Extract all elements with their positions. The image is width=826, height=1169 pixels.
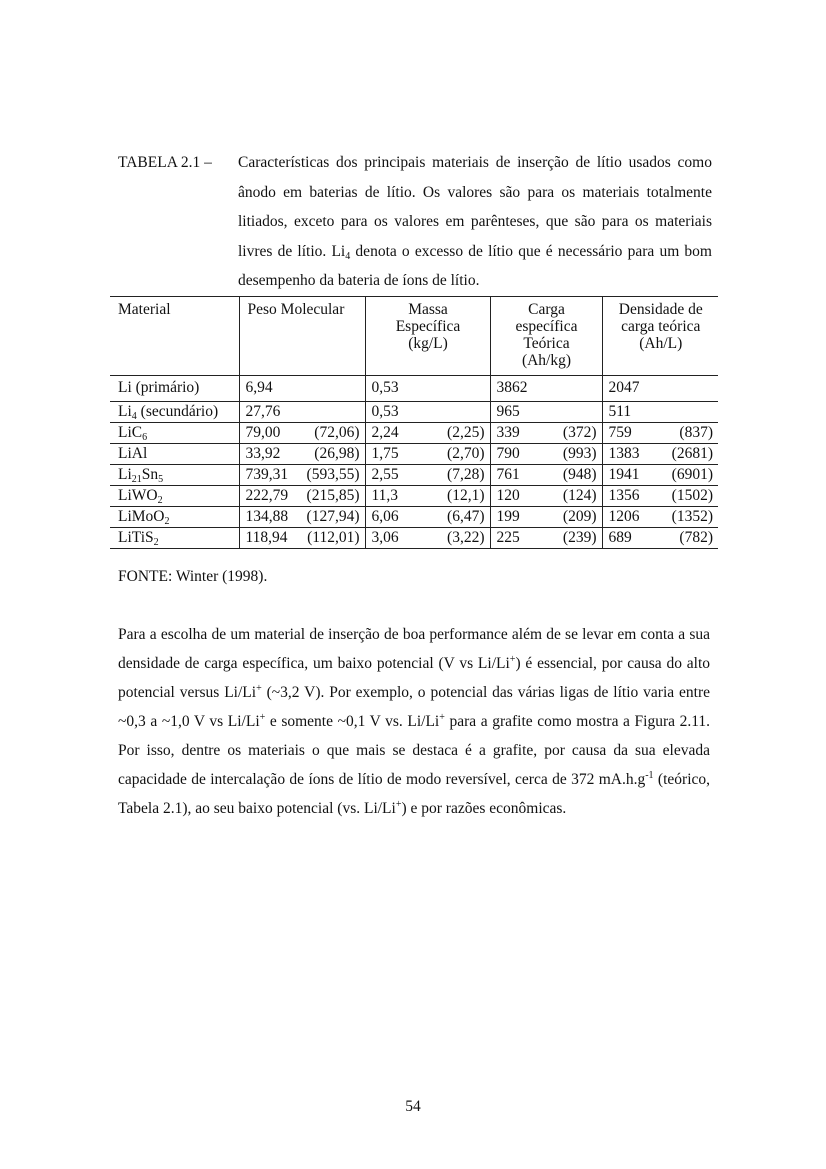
cell-specific-charge bbox=[490, 465, 602, 486]
value-lithiated: 6,94 bbox=[245, 379, 273, 396]
value-lithium-free: (993) bbox=[562, 445, 597, 462]
cell-specific-charge bbox=[490, 486, 602, 507]
cell-density bbox=[365, 444, 490, 465]
col-header-specific-charge: Carga específica Teórica (Ah/kg) bbox=[490, 297, 602, 376]
cell-specific-charge bbox=[490, 423, 602, 444]
value-lithiated: 2,24 bbox=[371, 424, 399, 441]
table-body bbox=[110, 376, 718, 549]
cell-molecular-weight bbox=[239, 376, 365, 402]
cell-molecular-weight bbox=[239, 486, 365, 507]
table-row bbox=[110, 376, 718, 402]
value-lithiated: 689 bbox=[608, 529, 632, 546]
value-lithiated: 11,3 bbox=[371, 487, 399, 504]
value-lithium-free: (127,94) bbox=[306, 508, 360, 525]
value-lithium-free: (372) bbox=[562, 424, 597, 441]
value-lithiated: 6,06 bbox=[371, 508, 399, 525]
value-lithiated: 761 bbox=[496, 466, 520, 483]
table-header-row bbox=[110, 297, 718, 376]
value-lithium-free: (7,28) bbox=[447, 466, 485, 483]
cell-molecular-weight bbox=[239, 465, 365, 486]
value-lithium-free: (72,06) bbox=[314, 424, 360, 441]
cell-molecular-weight bbox=[239, 507, 365, 528]
caption-label: TABELA 2.1 – bbox=[118, 154, 212, 171]
body-paragraph: Para a escolha de um material de inserção de boa performance além de se levar em conta a sua densidade de carga específica, um baixo potencial (V vs Li/Li+) é essencial, por causa do alto potencial versus Li/Li+ (~3,2 V). Por exemplo, o potencial das várias ligas de lítio varia entre ~0,3 a ~1,0 V vs Li/Li+ e somente ~0,1 V vs. Li/Li+ para a grafite como mostra a Figura 2.11. Por isso, dentre os materiais o que mais se destaca é a grafite, por causa da sua elevada capacidade de intercalação de íons de lítio de modo reversível, cerca de 372 $mA.h.g^{-1}$ (teórico, Tabela 2.1), ao seu baixo potencial (vs. Li/Li+) e por razões econômicas. bbox=[118, 626, 711, 817]
value-lithiated: 222,79 bbox=[245, 487, 289, 504]
value-lithium-free: (209) bbox=[562, 508, 597, 525]
value-lithium-free: (782) bbox=[679, 529, 713, 546]
value-lithium-free: (124) bbox=[562, 487, 597, 504]
value-lithium-free: (215,85) bbox=[306, 487, 360, 504]
value-lithiated: 790 bbox=[496, 445, 520, 462]
cell-material: LiMoO$_2$ bbox=[110, 507, 239, 528]
value-lithiated: 1356 bbox=[608, 487, 640, 504]
value-lithiated: 739,31 bbox=[245, 466, 289, 483]
col-header-molecular-weight: Peso Molecular bbox=[239, 297, 365, 376]
value-lithium-free: (6,47) bbox=[447, 508, 485, 525]
cell-charge-density bbox=[602, 376, 718, 402]
cell-molecular-weight bbox=[239, 402, 365, 423]
value-lithium-free: (2,70) bbox=[447, 445, 485, 462]
value-lithium-free: (1502) bbox=[671, 487, 713, 504]
value-lithiated: 225 bbox=[496, 529, 520, 546]
cell-material: $Li_{21}Sn_5$ bbox=[110, 465, 239, 486]
table-row bbox=[110, 507, 718, 528]
value-lithium-free: (239) bbox=[562, 529, 597, 546]
cell-molecular-weight bbox=[239, 423, 365, 444]
cell-molecular-weight bbox=[239, 528, 365, 549]
cell-material: Li (primário) bbox=[110, 376, 239, 402]
value-lithiated: 3,06 bbox=[371, 529, 399, 546]
value-lithiated: 3862 bbox=[496, 379, 528, 396]
value-lithiated: 2047 bbox=[608, 379, 640, 396]
value-lithiated: 27,76 bbox=[245, 403, 281, 420]
cell-charge-density bbox=[602, 486, 718, 507]
cell-charge-density bbox=[602, 465, 718, 486]
value-lithiated: 339 bbox=[496, 424, 520, 441]
value-lithiated: 0,53 bbox=[371, 403, 399, 420]
cell-density bbox=[365, 402, 490, 423]
value-lithiated: 79,00 bbox=[245, 424, 281, 441]
cell-specific-charge bbox=[490, 444, 602, 465]
value-lithiated: 120 bbox=[496, 487, 520, 504]
value-lithiated: 33,92 bbox=[245, 445, 281, 462]
value-lithium-free: (593,55) bbox=[306, 466, 360, 483]
value-lithium-free: (6901) bbox=[671, 466, 713, 483]
cell-material: $Li_4$ (secundário) bbox=[110, 402, 239, 423]
cell-specific-charge bbox=[490, 528, 602, 549]
cell-density bbox=[365, 423, 490, 444]
cell-charge-density bbox=[602, 507, 718, 528]
caption-text: Características dos principais materiais de inserção de lítio usados como ânodo em baterias de lítio. Os valores são para os materiais totalmente litiados, exceto para os valores em parênteses, que são para os materiais livres de lítio. $Li_4$ denota o excesso de lítio que é necessário para um bom desempenho da bateria de íons de lítio. bbox=[238, 154, 712, 289]
value-lithiated: 0,53 bbox=[371, 379, 399, 396]
col-header-charge-density: Densidade de carga teórica (Ah/L) bbox=[602, 297, 718, 376]
cell-density bbox=[365, 465, 490, 486]
value-lithiated: 1383 bbox=[608, 445, 640, 462]
cell-charge-density bbox=[602, 444, 718, 465]
value-lithiated: 759 bbox=[608, 424, 632, 441]
col-header-material: Material bbox=[110, 297, 239, 376]
value-lithiated: 1941 bbox=[608, 466, 640, 483]
value-lithiated: 511 bbox=[608, 403, 632, 420]
value-lithiated: 1206 bbox=[608, 508, 640, 525]
value-lithium-free: (3,22) bbox=[447, 529, 485, 546]
table-row bbox=[110, 444, 718, 465]
cell-charge-density bbox=[602, 528, 718, 549]
cell-material: LiTiS$_2$ bbox=[110, 528, 239, 549]
cell-density bbox=[365, 507, 490, 528]
cell-density bbox=[365, 486, 490, 507]
value-lithium-free: (948) bbox=[562, 466, 597, 483]
value-lithiated: 134,88 bbox=[245, 508, 289, 525]
value-lithiated: 2,55 bbox=[371, 466, 399, 483]
cell-specific-charge bbox=[490, 376, 602, 402]
cell-charge-density bbox=[602, 402, 718, 423]
cell-material: LiWO$_2$ bbox=[110, 486, 239, 507]
cell-density bbox=[365, 376, 490, 402]
cell-specific-charge bbox=[490, 507, 602, 528]
value-lithiated: 965 bbox=[496, 403, 520, 420]
cell-charge-density bbox=[602, 423, 718, 444]
table-caption bbox=[118, 148, 712, 296]
value-lithium-free: (2681) bbox=[671, 445, 713, 462]
cell-density bbox=[365, 528, 490, 549]
table-row bbox=[110, 402, 718, 423]
table-source: FONTE: Winter (1998). bbox=[118, 568, 268, 585]
value-lithiated: 1,75 bbox=[371, 445, 399, 462]
value-lithium-free: (26,98) bbox=[314, 445, 360, 462]
value-lithium-free: (837) bbox=[679, 424, 713, 441]
col-header-density: Massa Específica (kg/L) bbox=[365, 297, 490, 376]
cell-material: LiAl bbox=[110, 444, 239, 465]
value-lithiated: 118,94 bbox=[245, 529, 288, 546]
value-lithium-free: (112,01) bbox=[307, 529, 360, 546]
table-row bbox=[110, 465, 718, 486]
value-lithium-free: (12,1) bbox=[447, 487, 485, 504]
materials-table bbox=[110, 296, 718, 549]
page-number: 54 bbox=[405, 1098, 421, 1115]
cell-specific-charge bbox=[490, 402, 602, 423]
table-row bbox=[110, 486, 718, 507]
cell-molecular-weight bbox=[239, 444, 365, 465]
value-lithiated: 199 bbox=[496, 508, 520, 525]
cell-material: LiC$_6$ bbox=[110, 423, 239, 444]
table-row bbox=[110, 528, 718, 549]
table-row bbox=[110, 423, 718, 444]
value-lithium-free: (2,25) bbox=[447, 424, 485, 441]
value-lithium-free: (1352) bbox=[671, 508, 713, 525]
